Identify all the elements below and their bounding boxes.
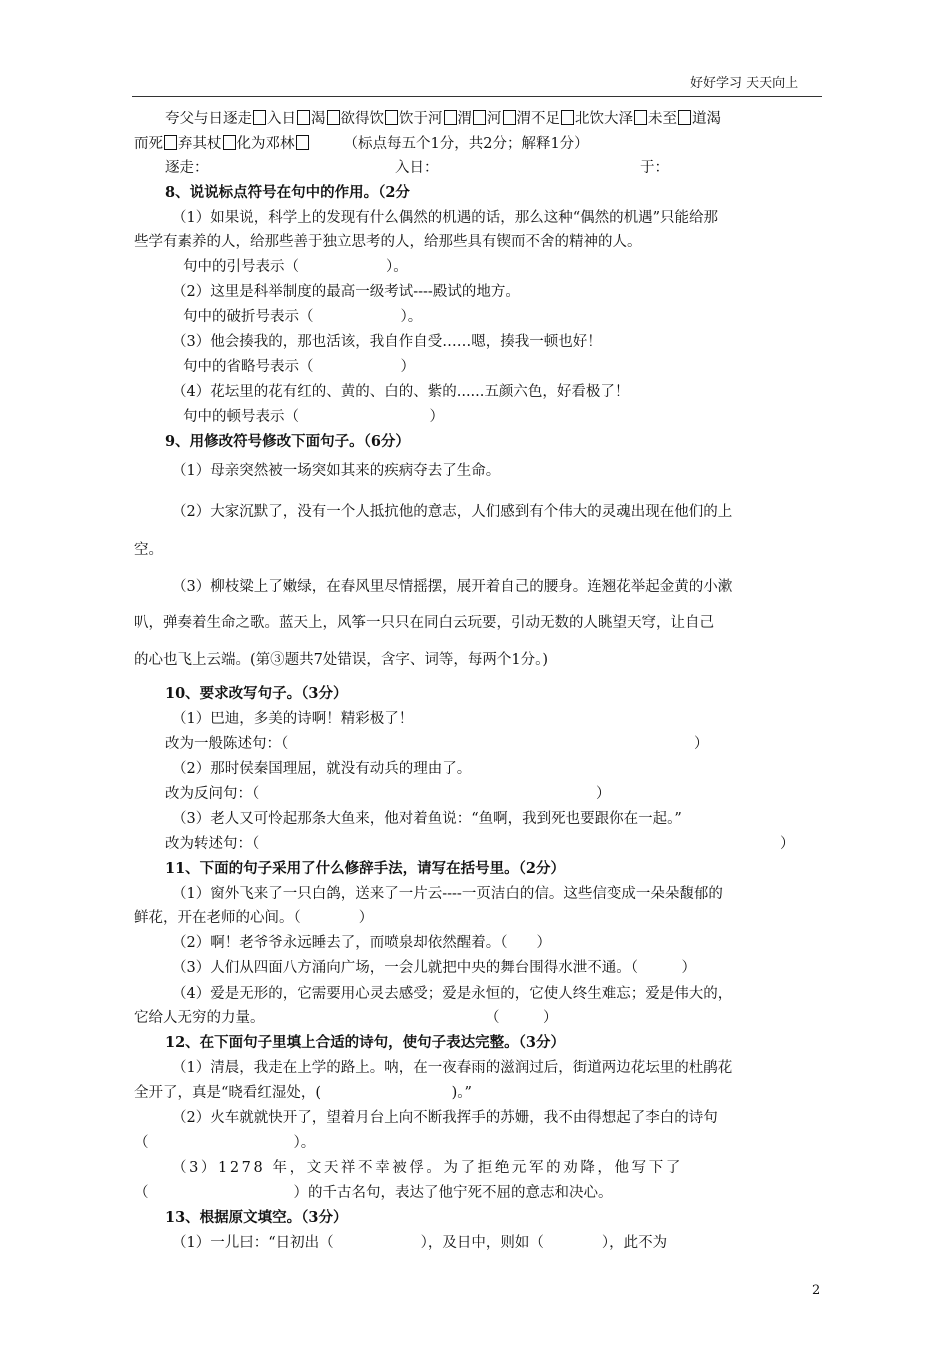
q7-text: 渭不足	[516, 111, 560, 127]
q10-s2: （2）那时侯秦国理屈，就没有动兵的理由了。	[172, 761, 472, 777]
punct-box[interactable]	[473, 110, 486, 125]
q13-s1[interactable]: （1）一儿曰：“日初出（ ），及日中，则如（ ），此不为	[172, 1235, 668, 1251]
punct-box[interactable]	[164, 135, 177, 150]
q7-text: 而死	[134, 136, 163, 152]
punct-box[interactable]	[223, 135, 236, 150]
q9-s3a: （3）柳枝粱上了嫩绿，在春风里尽情摇摆，展开着自己的腰身。连翘花举起金黄的小漱	[172, 579, 733, 595]
q7-text: 未至	[648, 111, 677, 127]
punct-box[interactable]	[561, 110, 574, 125]
q8-s4a: （4）花坛里的花有红的、黄的、白的、紫的......五颜六色，好看极了！	[172, 384, 630, 400]
header-rule	[132, 96, 822, 97]
q12-s3b[interactable]: （ ）的千古名句，表达了他宁死不屈的意志和决心。	[134, 1185, 613, 1201]
q11-title: 11、下面的句子采用了什么修辞手法，请写在括号里。（2分）	[165, 860, 566, 877]
q9-s2b: 空。	[134, 542, 163, 558]
q12-title: 12、在下面句子里填上合适的诗句，使句子表达完整。（3分）	[165, 1034, 566, 1051]
punct-box[interactable]	[678, 110, 691, 125]
punct-box[interactable]	[327, 110, 340, 125]
q7-scoring-note: （标点每五个1分，共2分；解释1分）	[343, 136, 589, 152]
q12-s1a: （1）清晨，我走在上学的路上。呐，在一夜春雨的滋润过后，街道两边花坛里的杜鹃花	[172, 1060, 733, 1076]
q7-text: 渴	[311, 111, 326, 127]
q8-s2q[interactable]: 句中的破折号表示（ ）。	[183, 309, 423, 325]
q11-s4a: （4）爱是无形的，它需要用心灵去感受；爱是永恒的，它使人终生难忘；爱是伟大的，	[172, 986, 733, 1002]
q7-line1	[165, 109, 721, 129]
q10-s1: （1）巴迪，多美的诗啊！精彩极了！	[172, 711, 414, 727]
q7-text: 入日	[267, 111, 296, 127]
q10-s3-close: ）	[780, 836, 795, 852]
punct-box[interactable]	[503, 110, 516, 125]
q11-s1a: （1）窗外飞来了一只白鸽，送来了一片云----一页洁白的信。这些信变成一朵朵馥郁的	[172, 886, 723, 902]
q8-title: 8、说说标点符号在句中的作用。（2分	[165, 184, 410, 201]
q9-s3c: 的心也飞上云端。(第③题共7处错误，含字、词等，每两个1分。)	[134, 652, 549, 668]
q7-text: 饮于河	[399, 111, 443, 127]
q8-s3a: （3）他会揍我的，那也活该，我自作自受……嗯，揍我一顿也好！	[172, 334, 602, 350]
q9-s1: （1）母亲突然被一场突如其来的疾病夺去了生命。	[172, 463, 501, 479]
q12-s2b[interactable]: （ ）。	[134, 1135, 316, 1151]
q12-s3a: （3）1278 年，文天祥不幸被俘。为了拒绝元军的劝降，他写下了	[172, 1160, 683, 1176]
q7-text: 道渴	[692, 111, 721, 127]
q7-text: 北饮大泽	[575, 111, 633, 127]
punct-box[interactable]	[297, 110, 310, 125]
q10-title: 10、要求改写句子。（3分）	[165, 685, 348, 702]
q10-s3: （3）老人又可怜起那条大鱼来，他对着鱼说：“鱼啊，我到死也要跟你在一起。”	[172, 811, 682, 827]
q12-s2a: （2）火车就就快开了，望着月台上向不断我挥手的苏姗，我不由得想起了李白的诗句	[172, 1110, 718, 1126]
q7-text: 化为邓林	[236, 136, 295, 152]
q8-s3q[interactable]: 句中的省略号表示（ ）	[183, 359, 415, 375]
q8-s1b: 些学有素养的人，给那些善于独立思考的人，给那些具有锲而不舍的精神的人。	[134, 234, 642, 250]
q11-s4b: 它给人无穷的力量。	[134, 1010, 265, 1026]
q11-s2[interactable]: （2）啊！老爷爷永远睡去了，而喷泉却依然醒着。（ ）	[172, 935, 551, 951]
q13-title: 13、根据原文填空。（3分）	[165, 1209, 348, 1226]
q12-s1b[interactable]: 全开了，真是“晓看红湿处，( )。”	[134, 1085, 472, 1101]
q7-text: 夸父与日逐走	[165, 111, 252, 127]
q10-s1q[interactable]: 改为一般陈述句：（	[165, 736, 289, 752]
punct-box[interactable]	[444, 110, 457, 125]
q10-s2q[interactable]: 改为反问句：（	[165, 786, 260, 802]
q7-text: 河	[487, 111, 502, 127]
header-motto: 好好学习 天天向上	[690, 76, 799, 91]
q10-s1-close: ）	[694, 736, 709, 752]
q8-s1a: （1）如果说，科学上的发现有什么偶然的机遇的话，那么这种“偶然的机遇”只能给那	[172, 210, 719, 226]
q8-s2a: （2）这里是科举制度的最高一级考试----殿试的地方。	[172, 284, 520, 300]
q7-text: 弃其杖	[178, 136, 222, 152]
q9-title: 9、用修改符号修改下面句子。（6分）	[165, 433, 410, 450]
q11-s4c[interactable]: （ ）	[485, 1010, 558, 1026]
punct-box[interactable]	[253, 110, 266, 125]
punct-box[interactable]	[296, 135, 309, 150]
page-number: 2	[812, 1283, 821, 1298]
q7-gloss-c: 于：	[640, 160, 669, 176]
q9-s2a: （2）大家沉默了，没有一个人抵抗他的意志，人们感到有个伟大的灵魂出现在他们的上	[172, 504, 733, 520]
q7-text: 渭	[457, 111, 472, 127]
q10-s2-close: ）	[596, 786, 611, 802]
q7-gloss-b: 入日：	[395, 160, 439, 176]
q8-s4q[interactable]: 句中的顿号表示（ ）	[183, 409, 444, 425]
punct-box[interactable]	[385, 110, 398, 125]
q7-line2	[134, 134, 589, 154]
q7-text: 欲得饮	[340, 111, 384, 127]
punct-box[interactable]	[634, 110, 647, 125]
q7-gloss-a: 逐走：	[165, 160, 209, 176]
q8-s1q[interactable]: 句中的引号表示（ ）。	[183, 259, 408, 275]
q11-s1b[interactable]: 鲜花，开在老师的心间。（ ）	[134, 910, 374, 926]
q10-s3q[interactable]: 改为转述句：（	[165, 836, 260, 852]
q9-s3b: 叭，弹奏着生命之歌。蓝天上，风筝一只只在同白云玩要，引动无数的人眺望天穹，让自己	[134, 615, 714, 631]
q11-s3[interactable]: （3）人们从四面八方涌向广场，一会儿就把中央的舞台围得水泄不通。（ ）	[172, 960, 696, 976]
